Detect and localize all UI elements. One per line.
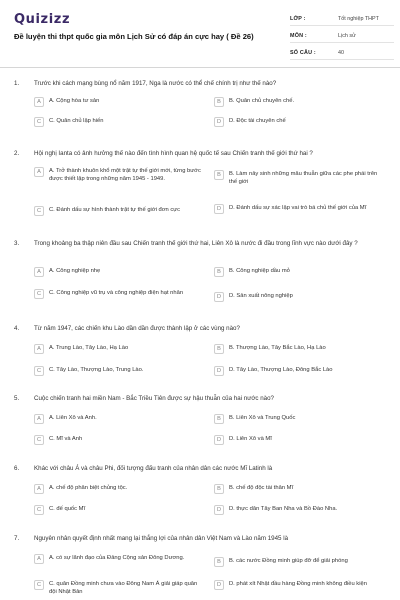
option-text: B. Quân chủ chuyên chế. — [229, 98, 295, 105]
option-c[interactable] — [34, 366, 206, 376]
question-text: Cuộc chiến tranh hai miền Nam - Bắc Triều Tiên được sự hậu thuẫn của hai nước nào? — [34, 395, 274, 402]
option-text: A. Cộng hòa tư sản — [49, 98, 100, 105]
option-c[interactable] — [34, 206, 206, 216]
question-text: Trong khoảng ba thập niên đầu sau Chiến tranh thế giới thứ hai, Liên Xô là nước đi đầu trong lĩnh vực nào dưới đây ? — [34, 240, 358, 247]
meta-row-class — [290, 12, 394, 26]
question-5 — [14, 395, 392, 443]
option-text: D. Sản xuất nông nghiệp — [229, 293, 293, 300]
option-letter-box: D — [214, 292, 224, 302]
option-letter-box: B — [214, 267, 224, 277]
option-letter-box: B — [214, 170, 224, 180]
option-text: C. quân Đồng minh chưa vào Đông Nam Á giải giáp quân đội Nhật Bản — [49, 581, 198, 595]
meta-value: Lịch sử — [338, 32, 356, 39]
option-letter-box: A — [34, 267, 44, 277]
option-b[interactable] — [214, 344, 386, 354]
option-c[interactable] — [34, 117, 206, 127]
option-d[interactable] — [214, 292, 386, 302]
option-text: D. Độc tài chuyên chế — [229, 118, 286, 125]
meta-table — [290, 12, 394, 63]
option-c[interactable] — [34, 435, 206, 445]
option-text: D. Tây Lào, Thượng Lào, Đông Bắc Lào — [229, 367, 333, 374]
option-letter-box: A — [34, 484, 44, 494]
option-letter-box: A — [34, 554, 44, 564]
option-b[interactable] — [214, 97, 386, 107]
meta-value: 40 — [338, 49, 344, 56]
option-d[interactable] — [214, 204, 386, 214]
option-letter-box: A — [34, 414, 44, 424]
option-a[interactable] — [34, 167, 206, 183]
option-b[interactable] — [214, 170, 386, 186]
option-text: C. Mĩ và Anh — [49, 436, 83, 443]
option-d[interactable] — [214, 366, 386, 376]
page-header — [0, 0, 400, 68]
question-2 — [14, 150, 392, 214]
question-number: 2. — [14, 150, 20, 157]
question-number: 1. — [14, 80, 20, 87]
option-text: C. Quân chủ lập hiến — [49, 118, 104, 125]
option-letter-box: C — [34, 435, 44, 445]
option-d[interactable] — [214, 117, 386, 127]
question-number: 3. — [14, 240, 20, 247]
meta-row-count — [290, 46, 394, 60]
option-a[interactable] — [34, 344, 206, 354]
question-number: 6. — [14, 465, 20, 472]
option-letter-box: D — [214, 117, 224, 127]
option-letter-box: D — [214, 580, 224, 590]
option-letter-box: D — [214, 366, 224, 376]
option-text: A. Trở thành khuôn khổ một trật tự thế giới mới, từng bước được thiết lập trong những năm 1945 - 1949. — [49, 168, 201, 182]
option-b[interactable] — [214, 414, 386, 424]
meta-row-subject — [290, 29, 394, 43]
option-text: A. Trung Lào, Tây Lào, Hạ Lào — [49, 345, 129, 352]
question-text: Trước khi cách mạng bùng nổ năm 1917, Nga là nước có thể chế chính trị như thế nào? — [34, 80, 277, 87]
question-number: 7. — [14, 535, 20, 542]
option-b[interactable] — [214, 557, 386, 567]
option-c[interactable] — [34, 580, 206, 596]
option-c[interactable] — [34, 505, 206, 515]
option-letter-box: C — [34, 117, 44, 127]
option-letter-box: C — [34, 206, 44, 216]
option-letter-box: B — [214, 557, 224, 567]
option-text: D. phát xít Nhật đầu hàng Đồng minh không điều kiện — [229, 581, 367, 588]
option-b[interactable] — [214, 484, 386, 494]
option-text: A. chế độ phân biệt chủng tộc. — [49, 485, 128, 492]
option-letter-box: D — [214, 435, 224, 445]
option-letter-box: C — [34, 505, 44, 515]
option-text: A. Liên Xô và Anh. — [49, 415, 97, 422]
option-text: D. thực dân Tây Ban Nha và Bồ Đào Nha. — [229, 506, 338, 513]
option-text: C. Tây Lào, Thượng Lào, Trung Lào. — [49, 367, 144, 374]
option-text: A. có sự lãnh đạo của Đảng Cộng sản Đông Dương. — [49, 555, 185, 562]
question-text: Từ năm 1947, các chiến khu Lào dần dần được thành lập ở các vùng nào? — [34, 325, 240, 332]
option-d[interactable] — [214, 505, 386, 515]
question-text: Khác với châu Á và châu Phi, đối tượng đấu tranh của nhân dân các nước Mĩ Latinh là — [34, 465, 273, 472]
option-text: B. các nước Đồng minh giúp đỡ để giải phóng — [229, 558, 348, 565]
meta-value: Tốt nghiệp THPT — [338, 15, 379, 22]
question-1 — [14, 80, 392, 125]
option-letter-box: C — [34, 366, 44, 376]
option-c[interactable] — [34, 289, 206, 299]
question-number: 4. — [14, 325, 20, 332]
option-text: B. Làm nảy sinh những mâu thuẫn giữa các phe phái trên thế giới — [229, 171, 378, 185]
option-text: D. Đánh dấu sự xác lập vai trò bá chủ thế giới của Mĩ — [229, 205, 367, 212]
question-6 — [14, 465, 392, 513]
option-letter-box: A — [34, 97, 44, 107]
quizizz-logo: Quizizz — [14, 12, 71, 27]
option-text: B. Công nghiệp dầu mỏ — [229, 268, 290, 275]
option-letter-box: B — [214, 414, 224, 424]
option-text: B. Liên Xô và Trung Quốc — [229, 415, 296, 422]
option-text: B. chế độ độc tài thân Mĩ — [229, 485, 294, 492]
option-text: C. Đánh dấu sự hình thành trật tự thế giới đơn cực — [49, 207, 181, 214]
option-text: C. Công nghiệp vũ trụ và công nghiệp điện hạt nhân — [49, 290, 184, 297]
option-text: A. Công nghiệp nhẹ — [49, 268, 101, 275]
meta-label: MÔN : — [290, 32, 307, 39]
option-text: D. Liên Xô và Mĩ — [229, 436, 272, 443]
option-a[interactable] — [34, 267, 206, 277]
question-4 — [14, 325, 392, 374]
option-text: C. đế quốc Mĩ — [49, 506, 86, 513]
option-a[interactable] — [34, 484, 206, 494]
option-a[interactable] — [34, 554, 206, 564]
meta-label: SỐ CÂU : — [290, 49, 316, 56]
question-text: Hội nghị Ianta có ảnh hưởng thế nào đến tình hình quan hệ quốc tế sau Chiến tranh thế giới thứ hai ? — [34, 150, 313, 157]
question-text: Nguyên nhân quyết định nhất mang lại thắng lợi của nhân dân Việt Nam và Lào năm 1945 là — [34, 535, 289, 542]
option-letter-box: B — [214, 97, 224, 107]
option-a[interactable] — [34, 414, 206, 424]
option-letter-box: D — [214, 505, 224, 515]
option-d[interactable] — [214, 435, 386, 445]
option-letter-box: A — [34, 167, 44, 177]
option-letter-box: D — [214, 204, 224, 214]
question-3 — [14, 240, 392, 300]
option-letter-box: A — [34, 344, 44, 354]
question-number: 5. — [14, 395, 20, 402]
option-text: B. Thượng Lào, Tây Bắc Lào, Hạ Lào — [229, 345, 326, 352]
option-letter-box: C — [34, 580, 44, 590]
option-d[interactable] — [214, 580, 386, 590]
document-title: Đề luyện thi thpt quốc gia môn Lịch Sử có đáp án cực hay ( Đề 26) — [14, 32, 254, 41]
option-letter-box: B — [214, 484, 224, 494]
option-a[interactable] — [34, 97, 206, 107]
option-letter-box: B — [214, 344, 224, 354]
question-7 — [14, 535, 392, 595]
option-letter-box: C — [34, 289, 44, 299]
meta-label: LỚP : — [290, 15, 306, 22]
option-b[interactable] — [214, 267, 386, 277]
